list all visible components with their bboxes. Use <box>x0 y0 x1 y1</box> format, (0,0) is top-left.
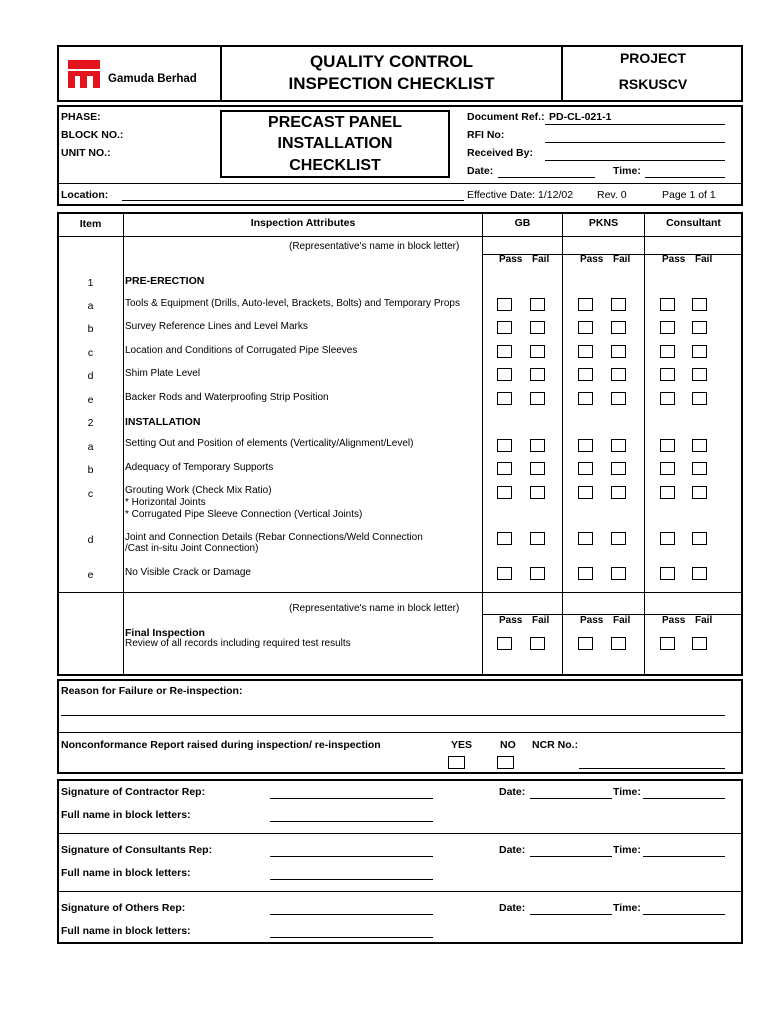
failure-reason-label: Reason for Failure or Re-inspection: <box>61 685 243 697</box>
final-section-divider <box>58 592 742 593</box>
col-divider-consultant <box>644 213 645 675</box>
consultant-pass-checkbox[interactable] <box>660 532 675 545</box>
consultant-fail-checkbox[interactable] <box>692 486 707 499</box>
item-text: Location and Conditions of Corrugated Pipe Sleeves <box>125 345 358 356</box>
item-letter: b <box>87 323 94 335</box>
gb-pass-checkbox[interactable] <box>497 392 512 405</box>
doc-ref-value[interactable]: PD-CL-021-1 <box>549 111 612 123</box>
gb-pass-header-final: Pass <box>499 615 523 626</box>
col-divider-item <box>123 213 124 675</box>
pkns-fail-checkbox[interactable] <box>611 486 626 499</box>
consultant-fail-checkbox[interactable] <box>692 321 707 334</box>
block-label: BLOCK NO.: <box>61 129 124 141</box>
section-number: 1 <box>87 277 94 289</box>
time-field[interactable] <box>645 177 725 178</box>
checklist-line1: PRECAST PANEL <box>268 114 402 131</box>
gb-fail-checkbox[interactable] <box>530 368 545 381</box>
gb-fail-header-final: Fail <box>532 615 550 626</box>
pkns-pass-checkbox[interactable] <box>578 439 593 452</box>
consultant-name-field[interactable] <box>270 879 433 880</box>
title-line2: INSPECTION CHECKLIST <box>288 74 495 93</box>
consultant-pass-header-final: Pass <box>662 615 686 626</box>
consultant-pass-checkbox[interactable] <box>660 637 675 650</box>
pkns-fail-header-final: Fail <box>613 615 631 626</box>
revision: Rev. 0 <box>597 189 627 201</box>
checklist-line3: CHECKLIST <box>289 157 381 174</box>
pkns-pass-checkbox[interactable] <box>578 368 593 381</box>
consultant-sig-label: Signature of Consultants Rep: <box>61 844 213 856</box>
date-field[interactable] <box>498 177 595 178</box>
table-header-divider <box>58 236 742 237</box>
effective-date: Effective Date: 1/12/02 <box>467 189 574 201</box>
failure-divider <box>58 732 742 733</box>
consultant-pass-header: Pass <box>662 254 686 265</box>
consultant-sig-field[interactable] <box>270 856 433 857</box>
location-divider <box>58 183 742 184</box>
others-date-label: Date: <box>499 902 526 914</box>
doc-ref-line <box>545 124 725 125</box>
others-name-field[interactable] <box>270 937 433 938</box>
pkns-fail-header: Fail <box>613 254 631 265</box>
consultant-fail-checkbox[interactable] <box>692 532 707 545</box>
pkns-pass-checkbox[interactable] <box>578 298 593 311</box>
final-inspection-title: Final Inspection <box>125 627 205 639</box>
pkns-fail-checkbox[interactable] <box>611 532 626 545</box>
item-letter: a <box>87 300 94 312</box>
item-subtext: * Horizontal Joints <box>125 497 206 508</box>
col-divider-gb <box>482 213 483 675</box>
date-label: Date: <box>467 165 494 177</box>
gb-fail-header: Fail <box>532 254 550 265</box>
item-letter: d <box>87 534 94 546</box>
contractor-date-field[interactable] <box>530 798 612 799</box>
consultant-fail-header: Fail <box>695 254 713 265</box>
col-item-header: Item <box>79 218 102 230</box>
gb-fail-checkbox[interactable] <box>530 298 545 311</box>
contractor-name-field[interactable] <box>270 821 433 822</box>
others-sig-field[interactable] <box>270 914 433 915</box>
section-title: INSTALLATION <box>125 416 201 428</box>
gamuda-logo-icon <box>68 60 100 88</box>
no-label: NO <box>500 739 516 751</box>
item-text: Survey Reference Lines and Level Marks <box>125 321 308 332</box>
company-name: Gamuda Berhad <box>108 73 197 85</box>
page-number: Page 1 of 1 <box>662 189 716 201</box>
col-pkns-header: PKNS <box>588 217 619 229</box>
rfi-label: RFI No: <box>467 129 505 141</box>
pkns-pass-header-final: Pass <box>580 615 604 626</box>
pkns-fail-checkbox[interactable] <box>611 439 626 452</box>
ncr-no-label: NCR No.: <box>532 739 579 751</box>
ncr-no-field[interactable] <box>579 768 725 769</box>
pkns-pass-checkbox[interactable] <box>578 392 593 405</box>
consultant-fail-checkbox[interactable] <box>692 345 707 358</box>
checklist-line2: INSTALLATION <box>277 135 393 152</box>
gb-fail-checkbox[interactable] <box>530 439 545 452</box>
item-letter: c <box>87 347 94 359</box>
title-line1: QUALITY CONTROL <box>309 52 474 71</box>
gb-fail-checkbox[interactable] <box>530 532 545 545</box>
consultant-fail-checkbox[interactable] <box>692 368 707 381</box>
consultant-time-label: Time: <box>613 844 641 856</box>
pkns-fail-checkbox[interactable] <box>611 368 626 381</box>
gb-pass-checkbox[interactable] <box>497 637 512 650</box>
col-attr-header: Inspection Attributes <box>250 217 356 229</box>
consultant-pass-checkbox[interactable] <box>660 345 675 358</box>
pkns-fail-checkbox[interactable] <box>611 298 626 311</box>
signature-frame <box>57 779 743 944</box>
item-text: Grouting Work (Check Mix Ratio) <box>125 485 272 496</box>
item-letter: e <box>87 569 94 581</box>
gb-pass-checkbox[interactable] <box>497 486 512 499</box>
gb-pass-checkbox[interactable] <box>497 567 512 580</box>
rfi-field[interactable] <box>545 142 725 143</box>
gb-pass-checkbox[interactable] <box>497 298 512 311</box>
item-letter: d <box>87 370 94 382</box>
consultant-pass-checkbox[interactable] <box>660 439 675 452</box>
consultant-fail-checkbox[interactable] <box>692 298 707 311</box>
gb-pass-checkbox[interactable] <box>497 321 512 334</box>
consultant-pass-checkbox[interactable] <box>660 392 675 405</box>
project-label: PROJECT <box>619 50 687 66</box>
gb-fail-checkbox[interactable] <box>530 462 545 475</box>
consultant-fail-checkbox[interactable] <box>692 637 707 650</box>
col-divider-pkns <box>562 213 563 675</box>
rep-note-1: (Representative's name in block letter) <box>289 241 460 252</box>
gb-pass-checkbox[interactable] <box>497 439 512 452</box>
unit-label: UNIT NO.: <box>61 147 111 159</box>
item-text: Backer Rods and Waterproofing Strip Position <box>125 392 329 403</box>
project-code: RSKUSCV <box>618 76 688 92</box>
failure-reason-field[interactable] <box>61 715 725 716</box>
gb-fail-checkbox[interactable] <box>530 321 545 334</box>
gb-pass-checkbox[interactable] <box>497 368 512 381</box>
item-subtext: * Corrugated Pipe Sleeve Connection (Vertical Joints) <box>125 509 363 520</box>
no-checkbox[interactable] <box>497 756 514 769</box>
pkns-pass-header: Pass <box>580 254 604 265</box>
gb-fail-checkbox[interactable] <box>530 486 545 499</box>
pkns-pass-checkbox[interactable] <box>578 532 593 545</box>
consultant-time-field[interactable] <box>643 856 725 857</box>
gb-pass-checkbox[interactable] <box>497 345 512 358</box>
final-inspection-text: Review of all records including required test results <box>125 638 351 649</box>
gb-pass-checkbox[interactable] <box>497 532 512 545</box>
item-subtext: /Cast in-situ Joint Connection) <box>125 543 259 554</box>
received-label: Received By: <box>467 147 533 159</box>
pkns-pass-checkbox[interactable] <box>578 321 593 334</box>
contractor-sig-label: Signature of Contractor Rep: <box>61 786 206 798</box>
others-sig-label: Signature of Others Rep: <box>61 902 186 914</box>
item-letter: a <box>87 441 94 453</box>
consultant-pass-checkbox[interactable] <box>660 486 675 499</box>
gb-pass-checkbox[interactable] <box>497 462 512 475</box>
others-time-label: Time: <box>613 902 641 914</box>
item-text: Joint and Connection Details (Rebar Connections/Weld Connection <box>125 532 423 543</box>
others-time-field[interactable] <box>643 914 725 915</box>
yes-checkbox[interactable] <box>448 756 465 769</box>
consultant-pass-checkbox[interactable] <box>660 321 675 334</box>
pkns-fail-checkbox[interactable] <box>611 637 626 650</box>
item-letter: b <box>87 464 94 476</box>
consultant-fail-checkbox[interactable] <box>692 567 707 580</box>
gb-pass-header: Pass <box>499 254 523 265</box>
pkns-pass-checkbox[interactable] <box>578 345 593 358</box>
pkns-pass-checkbox[interactable] <box>578 486 593 499</box>
ncr-question: Nonconformance Report raised during inspection/ re-inspection <box>61 739 381 751</box>
pkns-pass-checkbox[interactable] <box>578 462 593 475</box>
consultant-pass-checkbox[interactable] <box>660 298 675 311</box>
consultant-date-field[interactable] <box>530 856 612 857</box>
yes-label: YES <box>451 739 473 751</box>
rep-note-2: (Representative's name in block letter) <box>289 603 460 614</box>
section-number: 2 <box>87 417 94 429</box>
doc-ref-label: Document Ref.: <box>467 111 545 123</box>
consultant-pass-checkbox[interactable] <box>660 462 675 475</box>
col-gb-header: GB <box>514 217 531 229</box>
contractor-time-label: Time: <box>613 786 641 798</box>
pkns-fail-checkbox[interactable] <box>611 567 626 580</box>
gb-fail-checkbox[interactable] <box>530 637 545 650</box>
gb-fail-checkbox[interactable] <box>530 392 545 405</box>
phase-label: PHASE: <box>61 111 101 123</box>
pkns-pass-checkbox[interactable] <box>578 637 593 650</box>
item-letter: c <box>87 488 94 500</box>
received-field[interactable] <box>545 160 725 161</box>
section-title: PRE-ERECTION <box>125 275 205 287</box>
consultant-pass-checkbox[interactable] <box>660 567 675 580</box>
pkns-fail-checkbox[interactable] <box>611 462 626 475</box>
contractor-date-label: Date: <box>499 786 526 798</box>
consultant-fail-checkbox[interactable] <box>692 392 707 405</box>
item-text: Tools & Equipment (Drills, Auto-level, Brackets, Bolts) and Temporary Props <box>125 298 460 309</box>
item-text: Setting Out and Position of elements (Verticality/Alignment/Level) <box>125 438 414 449</box>
contractor-name-label: Full name in block letters: <box>61 809 191 821</box>
pkns-fail-checkbox[interactable] <box>611 392 626 405</box>
col-consultant-header: Consultant <box>666 217 721 229</box>
location-label: Location: <box>61 189 109 201</box>
pkns-fail-checkbox[interactable] <box>611 321 626 334</box>
time-label: Time: <box>613 165 641 177</box>
others-name-label: Full name in block letters: <box>61 925 191 937</box>
contractor-time-field[interactable] <box>643 798 725 799</box>
consultant-pass-checkbox[interactable] <box>660 368 675 381</box>
gb-fail-checkbox[interactable] <box>530 345 545 358</box>
contractor-sig-field[interactable] <box>270 798 433 799</box>
consultant-fail-checkbox[interactable] <box>692 439 707 452</box>
consultant-fail-checkbox[interactable] <box>692 462 707 475</box>
consultant-date-label: Date: <box>499 844 526 856</box>
item-text: Shim Plate Level <box>125 368 201 379</box>
consultant-name-label: Full name in block letters: <box>61 867 191 879</box>
item-text: Adequacy of Temporary Supports <box>125 462 274 473</box>
item-text: No Visible Crack or Damage <box>125 567 251 578</box>
others-date-field[interactable] <box>530 914 612 915</box>
item-letter: e <box>87 394 94 406</box>
consultant-fail-header-final: Fail <box>695 615 713 626</box>
gb-fail-checkbox[interactable] <box>530 567 545 580</box>
pkns-fail-checkbox[interactable] <box>611 345 626 358</box>
signature-divider-2 <box>58 891 742 892</box>
pkns-pass-checkbox[interactable] <box>578 567 593 580</box>
signature-divider-1 <box>58 833 742 834</box>
location-field[interactable] <box>122 200 464 201</box>
